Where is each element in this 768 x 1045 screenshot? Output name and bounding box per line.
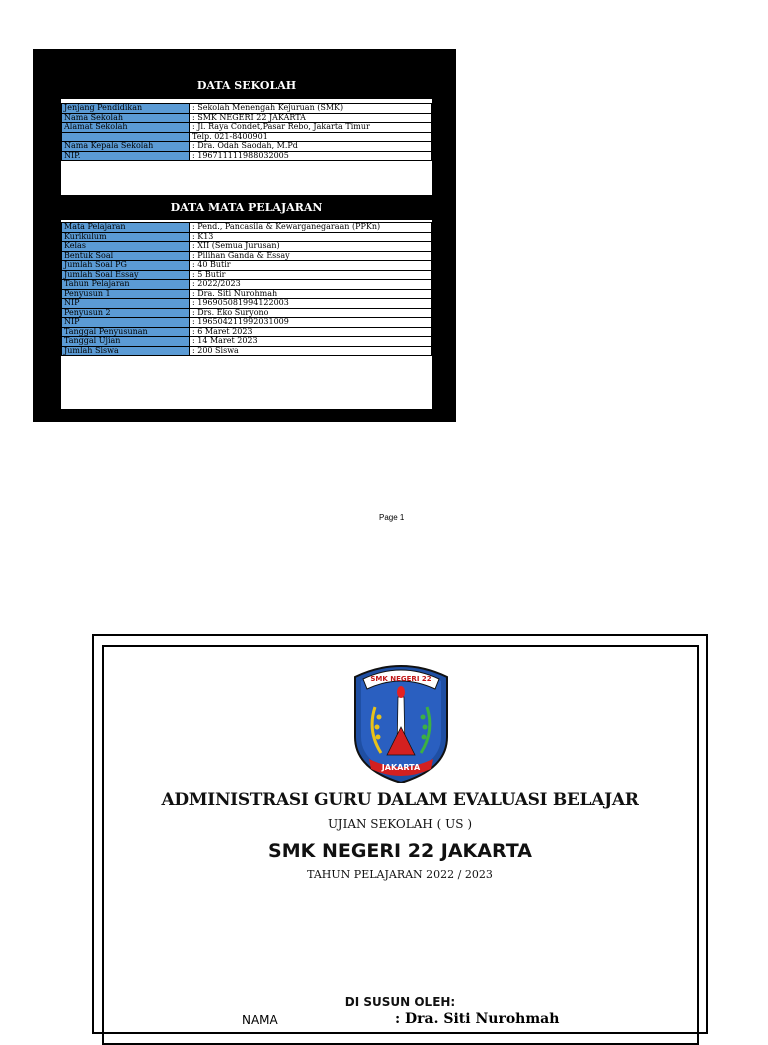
- cover-title: ADMINISTRASI GURU DALAM EVALUASI BELAJAR: [161, 790, 639, 810]
- row-value: : 6 Maret 2023: [190, 327, 432, 337]
- row-value: : SMK NEGERI 22 JAKARTA: [190, 113, 432, 123]
- table-row: [62, 113, 432, 123]
- row-label: NIP: [62, 318, 190, 328]
- table-row: [62, 151, 432, 161]
- table-row: [62, 104, 432, 114]
- row-value: : Dra. Siti Nurohmah: [190, 289, 432, 299]
- row-value: : 2022/2023: [190, 280, 432, 290]
- row-value: : XII (Semua Jurusan): [190, 242, 432, 252]
- row-label: Tanggal Penyusunan: [62, 327, 190, 337]
- row-value: : Drs. Eko Suryono: [190, 308, 432, 318]
- row-value: : K13: [190, 232, 432, 242]
- row-label: Jumlah Siswa: [62, 346, 190, 356]
- table-row: [62, 270, 432, 280]
- table-row: [62, 242, 432, 252]
- row-label: Nama Sekolah: [62, 113, 190, 123]
- row-value: : 196905081994122003: [190, 299, 432, 309]
- name-label: NAMA: [242, 1013, 278, 1027]
- row-value: : Sekolah Menengah Kejuruan (SMK): [190, 104, 432, 114]
- table-row: [62, 327, 432, 337]
- row-value: : Pend., Pancasila & Kewarganegaraan (PPKn): [190, 223, 432, 233]
- table-row: [62, 280, 432, 290]
- row-label: [62, 132, 190, 142]
- data-sekolah-header: DATA SEKOLAH: [61, 73, 432, 99]
- row-value: : 196711111988032005: [190, 151, 432, 161]
- cover-subtitle: UJIAN SEKOLAH ( US ): [327, 817, 473, 831]
- table-row: [62, 346, 432, 356]
- table-row: [62, 132, 432, 142]
- table-row: [62, 337, 432, 347]
- table-row: [62, 299, 432, 309]
- table-row: [62, 251, 432, 261]
- row-value: : 200 Siswa: [190, 346, 432, 356]
- row-label: Penyusun 1: [62, 289, 190, 299]
- row-value: : 5 Butir: [190, 270, 432, 280]
- row-label: Kelas: [62, 242, 190, 252]
- data-table-frame: [33, 49, 456, 422]
- data-mapel-header: DATA MATA PELAJARAN: [61, 195, 432, 220]
- data-table-panel: [61, 73, 432, 409]
- table-row: [62, 318, 432, 328]
- row-value: : Pilihan Ganda & Essay: [190, 251, 432, 261]
- table-row: [62, 261, 432, 271]
- row-label: Kurikulum: [62, 232, 190, 242]
- row-label: Jumlah Soal PG: [62, 261, 190, 271]
- school-logo: [349, 659, 453, 783]
- table-row: [62, 223, 432, 233]
- row-label: Tanggal Ujian: [62, 337, 190, 347]
- table-row: [62, 142, 432, 152]
- logo-bottom-text: JAKARTA: [381, 763, 421, 772]
- cover-school-name: SMK NEGERI 22 JAKARTA: [268, 840, 532, 862]
- page-number: Page 1: [379, 513, 405, 522]
- cover-by-label: DI SUSUN OLEH:: [344, 995, 456, 1009]
- row-value: : 14 Maret 2023: [190, 337, 432, 347]
- row-value: Telp. 021-8400901: [190, 132, 432, 142]
- row-label: NIP.: [62, 151, 190, 161]
- cover-year: TAHUN PELAJARAN 2022 / 2023: [307, 868, 493, 881]
- row-value: : Jl. Raya Condet,Pasar Rebo, Jakarta Timur: [190, 123, 432, 133]
- row-label: Jumlah Soal Essay: [62, 270, 190, 280]
- table-row: [62, 289, 432, 299]
- row-label: Tahun Pelajaran: [62, 280, 190, 290]
- row-label: Jenjang Pendidikan: [62, 104, 190, 114]
- data-mapel-table: [61, 222, 432, 356]
- row-label: Mata Pelajaran: [62, 223, 190, 233]
- row-value: : 196504211992031009: [190, 318, 432, 328]
- logo-top-text: SMK NEGERI 22: [370, 675, 432, 683]
- table-row: [62, 308, 432, 318]
- row-label: Bentuk Soal: [62, 251, 190, 261]
- row-label: NIP: [62, 299, 190, 309]
- data-sekolah-table: [61, 103, 432, 161]
- row-label: Penyusun 2: [62, 308, 190, 318]
- row-value: : 40 Butir: [190, 261, 432, 271]
- table-row: [62, 232, 432, 242]
- name-value: : Dra. Siti Nurohmah: [395, 1011, 560, 1027]
- table-row: [62, 123, 432, 133]
- row-label: Nama Kepala Sekolah: [62, 142, 190, 152]
- row-label: Alamat Sekolah: [62, 123, 190, 133]
- row-value: : Dra. Odah Saodah, M.Pd: [190, 142, 432, 152]
